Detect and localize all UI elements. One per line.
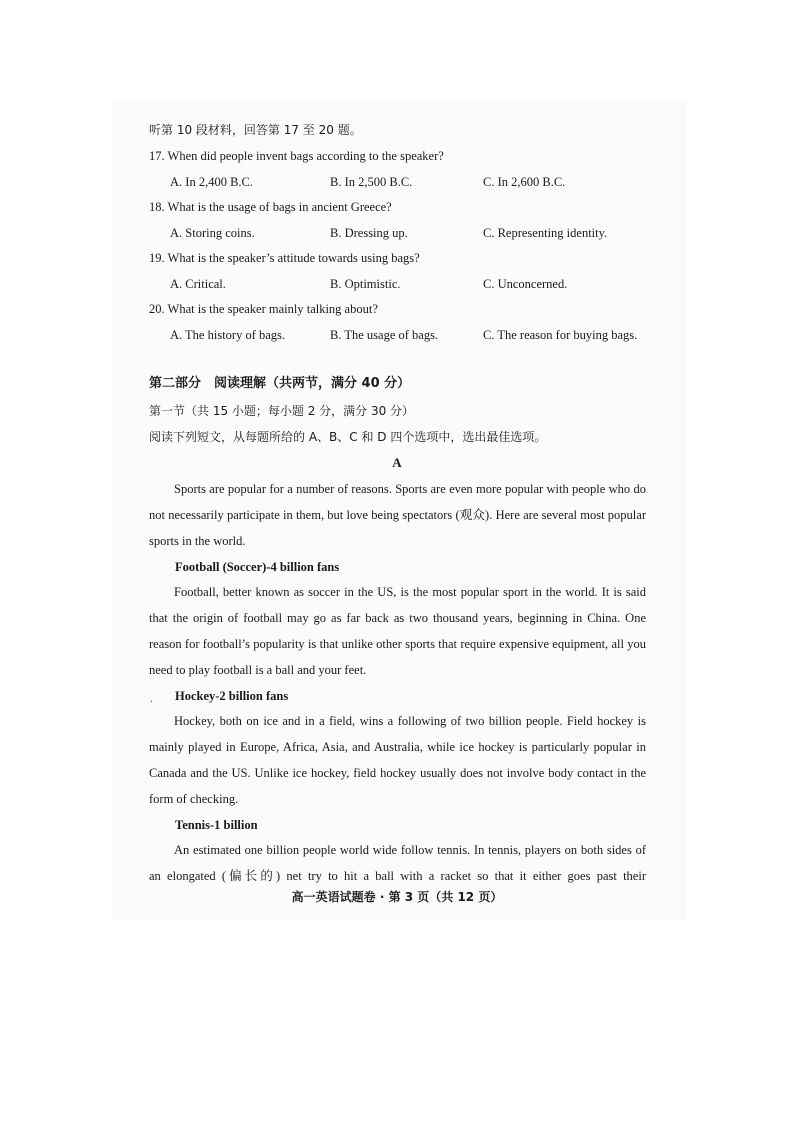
question-18-option-c: C. Representing identity. bbox=[483, 226, 608, 240]
passage-intro-paragraph bbox=[149, 477, 646, 555]
question-19-stem: 19. What is the speaker’s attitude towards using bags? bbox=[149, 251, 420, 265]
listening-intro: 听第 10 段材料，回答第 17 至 20 题。 bbox=[149, 123, 362, 137]
question-20-option-b: B. The usage of bags. bbox=[330, 328, 439, 342]
tennis-paragraph bbox=[149, 838, 646, 890]
hockey-text: Hockey, both on ice and in a field, wins a following of two billion people. Field hockey is mainly played in Europe, Africa, Asia, and Australia, while ice hockey is particularly popular in Canada and the US. Unlike ice hockey, field hockey usually does not involve body contact in the form of checking. bbox=[149, 714, 646, 806]
hockey-heading: Hockey-2 billion fans bbox=[175, 689, 289, 703]
tennis-heading: Tennis-1 billion bbox=[175, 818, 258, 832]
question-17-option-b: B. In 2,500 B.C. bbox=[330, 175, 413, 189]
tennis-text: An estimated one billion people world wide follow tennis. In tennis, players on both sides of an elongated (偏长的) net try to hit a ball with a racket so that it either goes past their bbox=[149, 843, 646, 883]
page-footer: 高一英语试题卷 · 第 3 页（共 12 页） bbox=[291, 890, 503, 904]
passage-label: A bbox=[392, 455, 402, 470]
section-one-title: 第一节（共 15 小题；每小题 2 分，满分 30 分） bbox=[149, 404, 415, 418]
hockey-paragraph bbox=[149, 709, 646, 813]
part-two-title: 第二部分 阅读理解（共两节，满分 40 分） bbox=[149, 376, 411, 391]
question-19-option-b: B. Optimistic. bbox=[330, 277, 401, 291]
question-18-option-a: A. Storing coins. bbox=[170, 226, 255, 240]
football-heading: Football (Soccer)-4 billion fans bbox=[175, 560, 340, 574]
question-18-stem: 18. What is the usage of bags in ancient Greece? bbox=[149, 200, 392, 214]
question-19-option-a: A. Critical. bbox=[170, 277, 226, 291]
stray-mark: . bbox=[150, 691, 153, 705]
football-text: Football, better known as soccer in the US, is the most popular sport in the world. It is said that the origin of football may go as far back as two thousand years, beginning in China. One reason for football’s popularity is that unlike other sports that require expensive equipment, all you need to play football is a ball and your feet. bbox=[149, 585, 646, 677]
question-18-option-b: B. Dressing up. bbox=[330, 226, 408, 240]
question-17-option-c: C. In 2,600 B.C. bbox=[483, 175, 566, 189]
question-20-stem: 20. What is the speaker mainly talking about? bbox=[149, 302, 378, 316]
question-17-stem: 17. When did people invent bags according to the speaker? bbox=[149, 149, 444, 163]
question-17-option-a: A. In 2,400 B.C. bbox=[170, 175, 253, 189]
reading-instruction: 阅读下列短文，从每题所给的 A、B、C 和 D 四个选项中，选出最佳选项。 bbox=[149, 430, 547, 444]
question-20-option-a: A. The history of bags. bbox=[170, 328, 286, 342]
question-20-option-c: C. The reason for buying bags. bbox=[483, 328, 638, 342]
question-19-option-c: C. Unconcerned. bbox=[483, 277, 568, 291]
football-paragraph bbox=[149, 580, 646, 684]
passage-intro-text: Sports are popular for a number of reasons. Sports are even more popular with people who do not necessarily participate in them, but love being spectators (观众). Here are several most popular sports in the world. bbox=[149, 482, 646, 548]
